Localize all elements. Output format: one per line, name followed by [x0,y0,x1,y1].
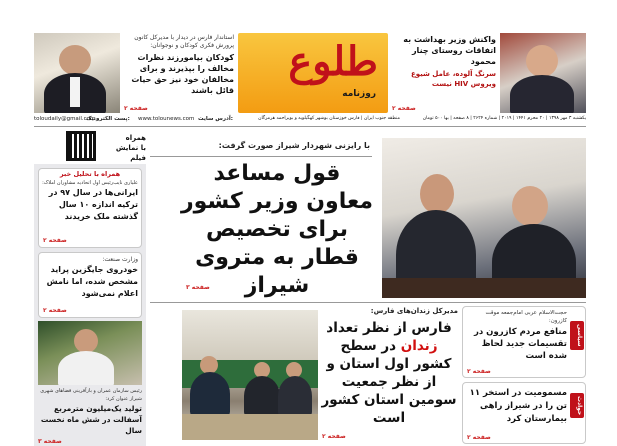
center-bottom-page: صفحه ۲ [322,433,346,440]
top-right-headline: سرنگ آلوده، عامل شیوع ویروس HIV نیست [410,70,496,88]
dateline: یکشنبه ۳ مهر ۱۳۹۸ | ۲۰ محرم ۱۴۴۱ | ۲۰۱۹ | شماره ۲۶۲۴ | ۸ صفحه | بها ۵۰۰ تومان [422,116,586,121]
left-story-1-kicker: علیاری نایب‌رئیس اول اتحادیه مشاوران املاک: [42,180,138,186]
film-ad-line1: همراه [125,134,146,142]
top-right-photo [500,33,586,113]
left-story-2-kicker: وزارت صنعت: [102,256,138,263]
masthead-logo: طلوع [288,38,378,85]
right-story-1-kicker: حجت‌الاسلام عربی امام‌جمعه موقت کازرون: [485,310,567,324]
main-headline[interactable]: قول مساعد معاون وزیر کشور برای تخصیص قطار به متروی شیراز [181,161,373,298]
main-page: صفحه ۳ [186,284,210,291]
email[interactable]: toloudaily@gmail.com [34,116,96,122]
center-bottom-headline-a: فارس از نظر تعداد [326,320,452,336]
main-kicker: با رایزنی شهردار شیراز صورت گرفت: [218,141,370,150]
left-story-2-page: صفحه ۲ [43,307,67,314]
film-ad[interactable] [100,133,146,162]
top-left-story[interactable] [124,34,234,112]
main-kicker-rule [150,156,372,157]
left-story-3-photo [38,321,142,385]
top-right-page: صفحه ۲ [392,105,416,112]
masthead [238,33,388,113]
top-right-kicker: واکنش وزیر بهداشت به اتفاقات روستای چنار محمود [403,35,496,66]
film-ad-line2: با نمایش فیلم [115,144,146,162]
right-story-2-page: صفحه ۲ [467,434,491,441]
left-story-3[interactable] [38,387,142,445]
right-story-2-tag: حوادث [570,393,584,418]
center-bottom-story[interactable] [320,306,458,442]
top-left-page: صفحه ۲ [124,105,148,112]
left-story-2[interactable] [38,252,142,318]
left-story-1-headline: ایرانی‌ها در سال ۹۷ در ترکیه اندازه ۱۰ سال گذشته ملک خریدند [48,188,138,221]
left-story-3-headline: تولید یک‌میلیون مترمربع آسفالت در شش ماه نخست سال [40,404,142,435]
right-story-1-tag: سیاسی [570,321,584,350]
center-bottom-headline-b: در سطح کشور اول استان و از نظر جمعیت سومین استان کشور است [321,338,457,426]
right-story-2[interactable] [462,382,586,444]
center-bottom-headline [320,319,458,427]
qr-code [66,131,96,161]
masthead-subtitle: منطقه جنوب ایران | فارس خوزستان بوشهر کهگیلویه و بویراحمد هرمزگان [258,116,400,121]
masthead-logo-sub: روزنامه [342,89,376,99]
left-story-3-page: صفحه ۳ [38,438,62,445]
top-left-kicker: استاندار فارس در دیدار با مدیرکل کانون پرورش فکری کودکان و نوجوانان: [134,34,234,49]
right-story-1[interactable] [462,306,586,378]
middle-divider [150,302,586,303]
left-story-1-page: صفحه ۲ [43,237,67,244]
left-story-label: همراه با تحلیل خبر [59,170,121,178]
top-right-story[interactable] [392,34,496,112]
website[interactable]: www.tolounews.com [138,116,195,122]
right-story-2-headline: مسمومیت در استخر ۱۱ تن را در شیراز راهی بیمارستان کرد [469,388,567,424]
center-bottom-kicker: مدیرکل زندان‌های فارس: [370,307,458,315]
right-story-1-page: صفحه ۲ [467,368,491,375]
header-divider [34,126,586,127]
center-bottom-photo [182,310,318,440]
left-story-3-kicker: رئیس سازمان عمران و بازآفرینی فضاهای شهری شیراز عنوان کرد: [40,388,142,402]
top-left-photo [34,33,120,113]
contact-bar [34,114,238,124]
main-photo [382,138,586,298]
left-story-1[interactable] [38,168,142,248]
email-label: پست الکترونیک: [86,116,130,122]
top-left-headline: کودکان بیامورزند نظرات مخالف را بپذیرند و برای مخالفان خود نیز حق حیات قائل باشند [131,53,234,95]
center-bottom-headline-red: زندان [400,338,438,354]
right-story-1-headline: منافع مردم کازرون در تقسیمات جدید لحاظ شده است [473,327,567,361]
website-label: آدرس سایت: [198,116,233,122]
left-story-2-headline: خودروی جایگزین پراید مشخص شده، اما نامش اعلام نمی‌شود [46,265,138,298]
